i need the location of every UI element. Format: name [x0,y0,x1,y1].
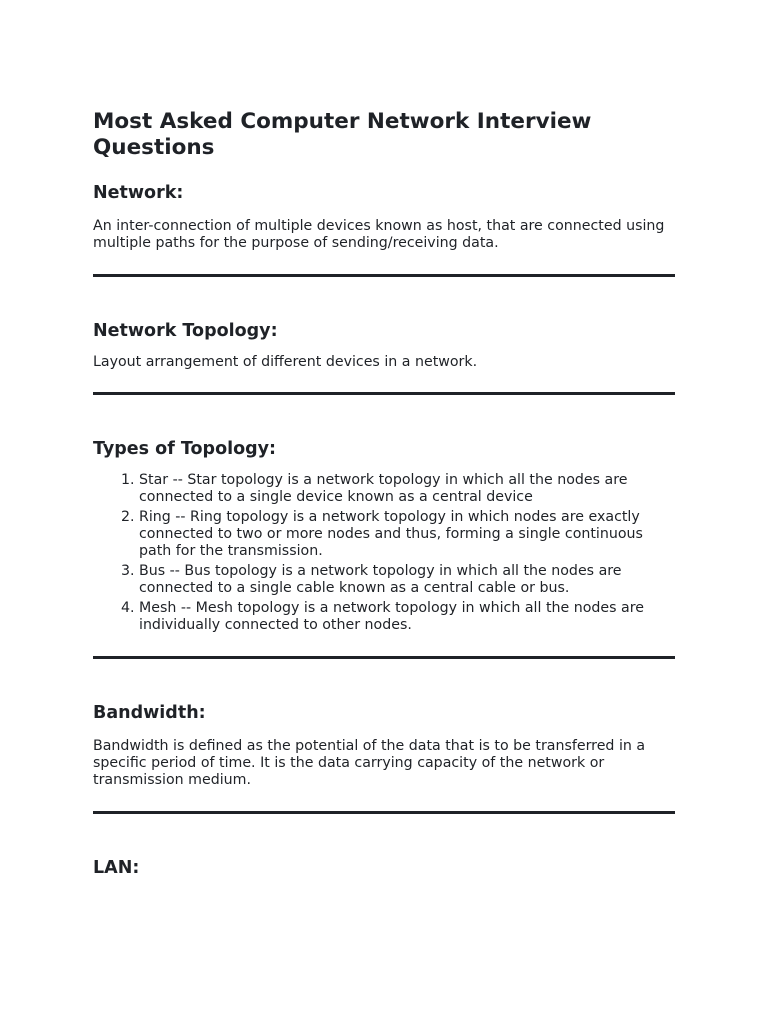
list-item: 2. Ring -- Ring topology is a network topology in which nodes are exactly connected to two or more nodes and thus, forming a single continuous path for the transmission. [139,509,675,560]
document-page [93,109,675,879]
section-types-of-topology [93,438,675,634]
divider [93,392,675,395]
section-heading-bandwidth: Bandwidth: [93,703,206,723]
list-item: 1. Star -- Star topology is a network topology in which all the nodes are connected to a single device known as a central device [139,472,675,506]
topology-list [93,472,675,634]
section-heading-network: Network: [93,183,184,203]
list-item: 4. Mesh -- Mesh topology is a network topology in which all the nodes are individually connected to other nodes. [139,600,675,634]
section-network [93,182,675,252]
section-body-network-topology: Layout arrangement of different devices in a network. [93,354,478,370]
divider [93,811,675,814]
section-heading-network-topology: Network Topology: [93,321,278,341]
section-lan [93,857,675,879]
divider [93,656,675,659]
section-network-topology [93,320,675,371]
page-title: Most Asked Computer Network Interview Questions [93,109,592,160]
section-bandwidth [93,702,675,789]
list-item: 3. Bus -- Bus topology is a network topology in which all the nodes are connected to a single cable known as a central cable or bus. [139,563,675,597]
divider [93,274,675,277]
section-body-network: An inter-connection of multiple devices known as host, that are connected using multiple paths for the purpose of sending/receiving data. [93,218,665,251]
section-body-bandwidth: Bandwidth is defined as the potential of the data that is to be transferred in a specific period of time. It is the data carrying capacity of the network or transmission medium. [93,738,646,788]
section-heading-types-of-topology: Types of Topology: [93,439,277,459]
section-heading-lan: LAN: [93,858,140,878]
